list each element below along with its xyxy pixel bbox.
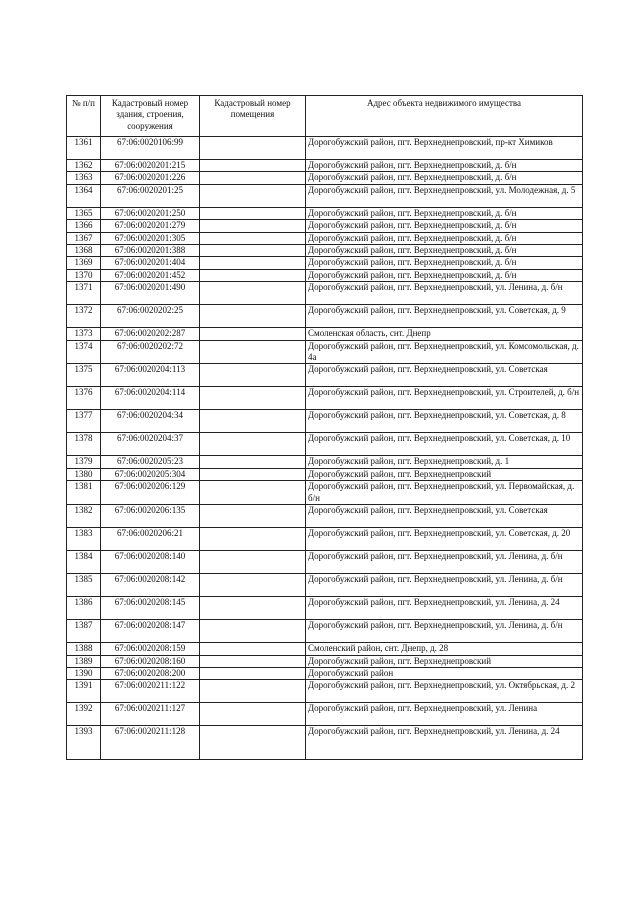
table-row: [67, 282, 583, 305]
row-number: 1368: [67, 245, 101, 257]
room-cadastral-number: [200, 137, 306, 160]
room-cadastral-number: [200, 245, 306, 257]
building-cadastral-number: 67:06:0020201:305: [101, 232, 200, 244]
room-cadastral-number: [200, 172, 306, 184]
property-address: Дорогобужский район, пгт. Верхнеднепровский, ул. Строителей, д. б/н: [306, 387, 583, 410]
building-cadastral-number: 67:06:0020106:99: [101, 137, 200, 160]
row-number: 1361: [67, 137, 101, 160]
property-address: Дорогобужский район, пгт. Верхнеднепровский, ул. Первомайская, д. б/н: [306, 481, 583, 505]
row-number: 1371: [67, 282, 101, 305]
row-number: 1364: [67, 184, 101, 207]
table-row: [67, 207, 583, 219]
room-cadastral-number: [200, 551, 306, 574]
table-row: [67, 481, 583, 505]
building-cadastral-number: 67:06:0020208:200: [101, 667, 200, 679]
table-row: [67, 667, 583, 679]
property-address: Дорогобужский район, пгт. Верхнеднепровский, д. б/н: [306, 172, 583, 184]
row-number: 1385: [67, 574, 101, 597]
building-cadastral-number: 67:06:0020206:21: [101, 528, 200, 551]
room-cadastral-number: [200, 528, 306, 551]
row-number: 1384: [67, 551, 101, 574]
room-cadastral-number: [200, 340, 306, 364]
table-row: [67, 269, 583, 281]
room-cadastral-number: [200, 207, 306, 219]
row-number: 1374: [67, 340, 101, 364]
table-row: [67, 172, 583, 184]
property-address: Дорогобужский район, пгт. Верхнеднепровский, д. б/н: [306, 220, 583, 232]
row-number: 1390: [67, 667, 101, 679]
row-number: 1386: [67, 597, 101, 620]
building-cadastral-number: 67:06:0020204:113: [101, 364, 200, 387]
property-address: Дорогобужский район, пгт. Верхнеднепровский, ул. Советская: [306, 505, 583, 528]
table-row: [67, 597, 583, 620]
table-row: [67, 220, 583, 232]
table-row: [67, 387, 583, 410]
table-row: [67, 184, 583, 207]
row-number: 1387: [67, 620, 101, 643]
property-address: Дорогобужский район, пгт. Верхнеднепровский: [306, 468, 583, 480]
table-row: [67, 245, 583, 257]
building-cadastral-number: 67:06:0020201:250: [101, 207, 200, 219]
property-address: Дорогобужский район, пгт. Верхнеднепровский, ул. Ленина, д. б/н: [306, 282, 583, 305]
property-address: Дорогобужский район, пгт. Верхнеднепровский, ул. Ленина, д. б/н: [306, 620, 583, 643]
property-address: Дорогобужский район, пгт. Верхнеднепровский, ул. Советская: [306, 364, 583, 387]
property-address: Дорогобужский район, пгт. Верхнеднепровский, ул. Советская, д. 10: [306, 433, 583, 456]
property-address: Дорогобужский район, пгт. Верхнеднепровский, ул. Октябрьская, д. 2: [306, 680, 583, 703]
row-number: 1391: [67, 680, 101, 703]
property-address: Дорогобужский район, пгт. Верхнеднепровский, ул. Ленина: [306, 703, 583, 726]
building-cadastral-number: 67:06:0020204:114: [101, 387, 200, 410]
property-address: Дорогобужский район, пгт. Верхнеднепровский, д. б/н: [306, 232, 583, 244]
table-row: [67, 305, 583, 328]
property-address: Дорогобужский район, пгт. Верхнеднепровский, ул. Ленина, д. 24: [306, 597, 583, 620]
row-number: 1367: [67, 232, 101, 244]
header-room-cadastral: Кадастровый номер помещения: [200, 96, 306, 137]
table-row: [67, 433, 583, 456]
building-cadastral-number: 67:06:0020202:25: [101, 305, 200, 328]
table-row: [67, 551, 583, 574]
table-row: [67, 410, 583, 433]
room-cadastral-number: [200, 184, 306, 207]
building-cadastral-number: 67:06:0020208:160: [101, 655, 200, 667]
building-cadastral-number: 67:06:0020206:129: [101, 481, 200, 505]
building-cadastral-number: 67:06:0020201:25: [101, 184, 200, 207]
room-cadastral-number: [200, 726, 306, 760]
room-cadastral-number: [200, 328, 306, 340]
building-cadastral-number: 67:06:0020205:23: [101, 456, 200, 468]
room-cadastral-number: [200, 305, 306, 328]
row-number: 1375: [67, 364, 101, 387]
table-row: [67, 528, 583, 551]
property-address: Смоленский район, снт. Днепр, д. 28: [306, 643, 583, 655]
building-cadastral-number: 67:06:0020201:226: [101, 172, 200, 184]
row-number: 1378: [67, 433, 101, 456]
room-cadastral-number: [200, 505, 306, 528]
building-cadastral-number: 67:06:0020201:388: [101, 245, 200, 257]
table-row: [67, 468, 583, 480]
room-cadastral-number: [200, 680, 306, 703]
property-address: Дорогобужский район, пгт. Верхнеднепровский: [306, 655, 583, 667]
property-address: Дорогобужский район, пгт. Верхнеднепровский, д. б/н: [306, 245, 583, 257]
row-number: 1379: [67, 456, 101, 468]
building-cadastral-number: 67:06:0020208:145: [101, 597, 200, 620]
row-number: 1369: [67, 257, 101, 269]
building-cadastral-number: 67:06:0020204:37: [101, 433, 200, 456]
building-cadastral-number: 67:06:0020208:147: [101, 620, 200, 643]
property-register-table: [66, 95, 583, 760]
property-address: Дорогобужский район, пгт. Верхнеднепровский, ул. Ленина, д. б/н: [306, 551, 583, 574]
building-cadastral-number: 67:06:0020202:72: [101, 340, 200, 364]
property-address: Дорогобужский район, пгт. Верхнеднепровский, ул. Молодежная, д. 5: [306, 184, 583, 207]
header-address: Адрес объекта недвижимого имущества: [306, 96, 583, 137]
room-cadastral-number: [200, 433, 306, 456]
room-cadastral-number: [200, 387, 306, 410]
room-cadastral-number: [200, 220, 306, 232]
row-number: 1382: [67, 505, 101, 528]
row-number: 1380: [67, 468, 101, 480]
table-row: [67, 655, 583, 667]
building-cadastral-number: 67:06:0020201:279: [101, 220, 200, 232]
table-row: [67, 726, 583, 760]
row-number: 1388: [67, 643, 101, 655]
table-row: [67, 137, 583, 160]
building-cadastral-number: 67:06:0020205:304: [101, 468, 200, 480]
room-cadastral-number: [200, 269, 306, 281]
room-cadastral-number: [200, 703, 306, 726]
room-cadastral-number: [200, 655, 306, 667]
table-header-row: [67, 96, 583, 137]
building-cadastral-number: 67:06:0020208:159: [101, 643, 200, 655]
property-address: Дорогобужский район, пгт. Верхнеднепровский, д. б/н: [306, 207, 583, 219]
property-address: Дорогобужский район: [306, 667, 583, 679]
row-number: 1392: [67, 703, 101, 726]
property-address: Смоленская область, снт. Днепр: [306, 328, 583, 340]
room-cadastral-number: [200, 481, 306, 505]
property-address: Дорогобужский район, пгт. Верхнеднепровский, пр-кт Химиков: [306, 137, 583, 160]
table-row: [67, 703, 583, 726]
building-cadastral-number: 67:06:0020201:490: [101, 282, 200, 305]
room-cadastral-number: [200, 468, 306, 480]
row-number: 1383: [67, 528, 101, 551]
property-address: Дорогобужский район, пгт. Верхнеднепровский, д. б/н: [306, 269, 583, 281]
table-row: [67, 232, 583, 244]
room-cadastral-number: [200, 257, 306, 269]
table-row: [67, 456, 583, 468]
table-row: [67, 505, 583, 528]
table-row: [67, 620, 583, 643]
row-number: 1363: [67, 172, 101, 184]
table-row: [67, 364, 583, 387]
building-cadastral-number: 67:06:0020208:142: [101, 574, 200, 597]
building-cadastral-number: 67:06:0020201:452: [101, 269, 200, 281]
property-address: Дорогобужский район, пгт. Верхнеднепровский, ул. Советская, д. 9: [306, 305, 583, 328]
building-cadastral-number: 67:06:0020211:122: [101, 680, 200, 703]
table-row: [67, 680, 583, 703]
property-address: Дорогобужский район, пгт. Верхнеднепровский, ул. Ленина, д. 24: [306, 726, 583, 760]
building-cadastral-number: 67:06:0020211:128: [101, 726, 200, 760]
room-cadastral-number: [200, 364, 306, 387]
room-cadastral-number: [200, 643, 306, 655]
row-number: 1370: [67, 269, 101, 281]
property-address: Дорогобужский район, пгт. Верхнеднепровский, ул. Комсомольская, д. 4а: [306, 340, 583, 364]
row-number: 1362: [67, 160, 101, 172]
room-cadastral-number: [200, 456, 306, 468]
header-building-cadastral: Кадастровый номер здания, строения, сооружения: [101, 96, 200, 137]
building-cadastral-number: 67:06:0020206:135: [101, 505, 200, 528]
table-body: [67, 137, 583, 760]
row-number: 1393: [67, 726, 101, 760]
building-cadastral-number: 67:06:0020202:287: [101, 328, 200, 340]
room-cadastral-number: [200, 574, 306, 597]
table-row: [67, 160, 583, 172]
header-num: № п/п: [67, 96, 101, 137]
room-cadastral-number: [200, 597, 306, 620]
table-row: [67, 574, 583, 597]
room-cadastral-number: [200, 667, 306, 679]
row-number: 1365: [67, 207, 101, 219]
building-cadastral-number: 67:06:0020201:404: [101, 257, 200, 269]
row-number: 1366: [67, 220, 101, 232]
row-number: 1373: [67, 328, 101, 340]
building-cadastral-number: 67:06:0020211:127: [101, 703, 200, 726]
property-address: Дорогобужский район, пгт. Верхнеднепровский, ул. Советская, д. 20: [306, 528, 583, 551]
property-address: Дорогобужский район, пгт. Верхнеднепровский, д. б/н: [306, 160, 583, 172]
building-cadastral-number: 67:06:0020201:215: [101, 160, 200, 172]
row-number: 1381: [67, 481, 101, 505]
room-cadastral-number: [200, 410, 306, 433]
table-row: [67, 257, 583, 269]
table-row: [67, 328, 583, 340]
room-cadastral-number: [200, 620, 306, 643]
document-page: [66, 95, 582, 760]
table-row: [67, 340, 583, 364]
row-number: 1376: [67, 387, 101, 410]
room-cadastral-number: [200, 160, 306, 172]
row-number: 1389: [67, 655, 101, 667]
building-cadastral-number: 67:06:0020204:34: [101, 410, 200, 433]
table-row: [67, 643, 583, 655]
property-address: Дорогобужский район, пгт. Верхнеднепровский, ул. Советская, д. 8: [306, 410, 583, 433]
property-address: Дорогобужский район, пгт. Верхнеднепровский, д. б/н: [306, 257, 583, 269]
building-cadastral-number: 67:06:0020208:140: [101, 551, 200, 574]
room-cadastral-number: [200, 232, 306, 244]
property-address: Дорогобужский район, пгт. Верхнеднепровский, д. 1: [306, 456, 583, 468]
property-address: Дорогобужский район, пгт. Верхнеднепровский, ул. Ленина, д. б/н: [306, 574, 583, 597]
row-number: 1372: [67, 305, 101, 328]
row-number: 1377: [67, 410, 101, 433]
room-cadastral-number: [200, 282, 306, 305]
